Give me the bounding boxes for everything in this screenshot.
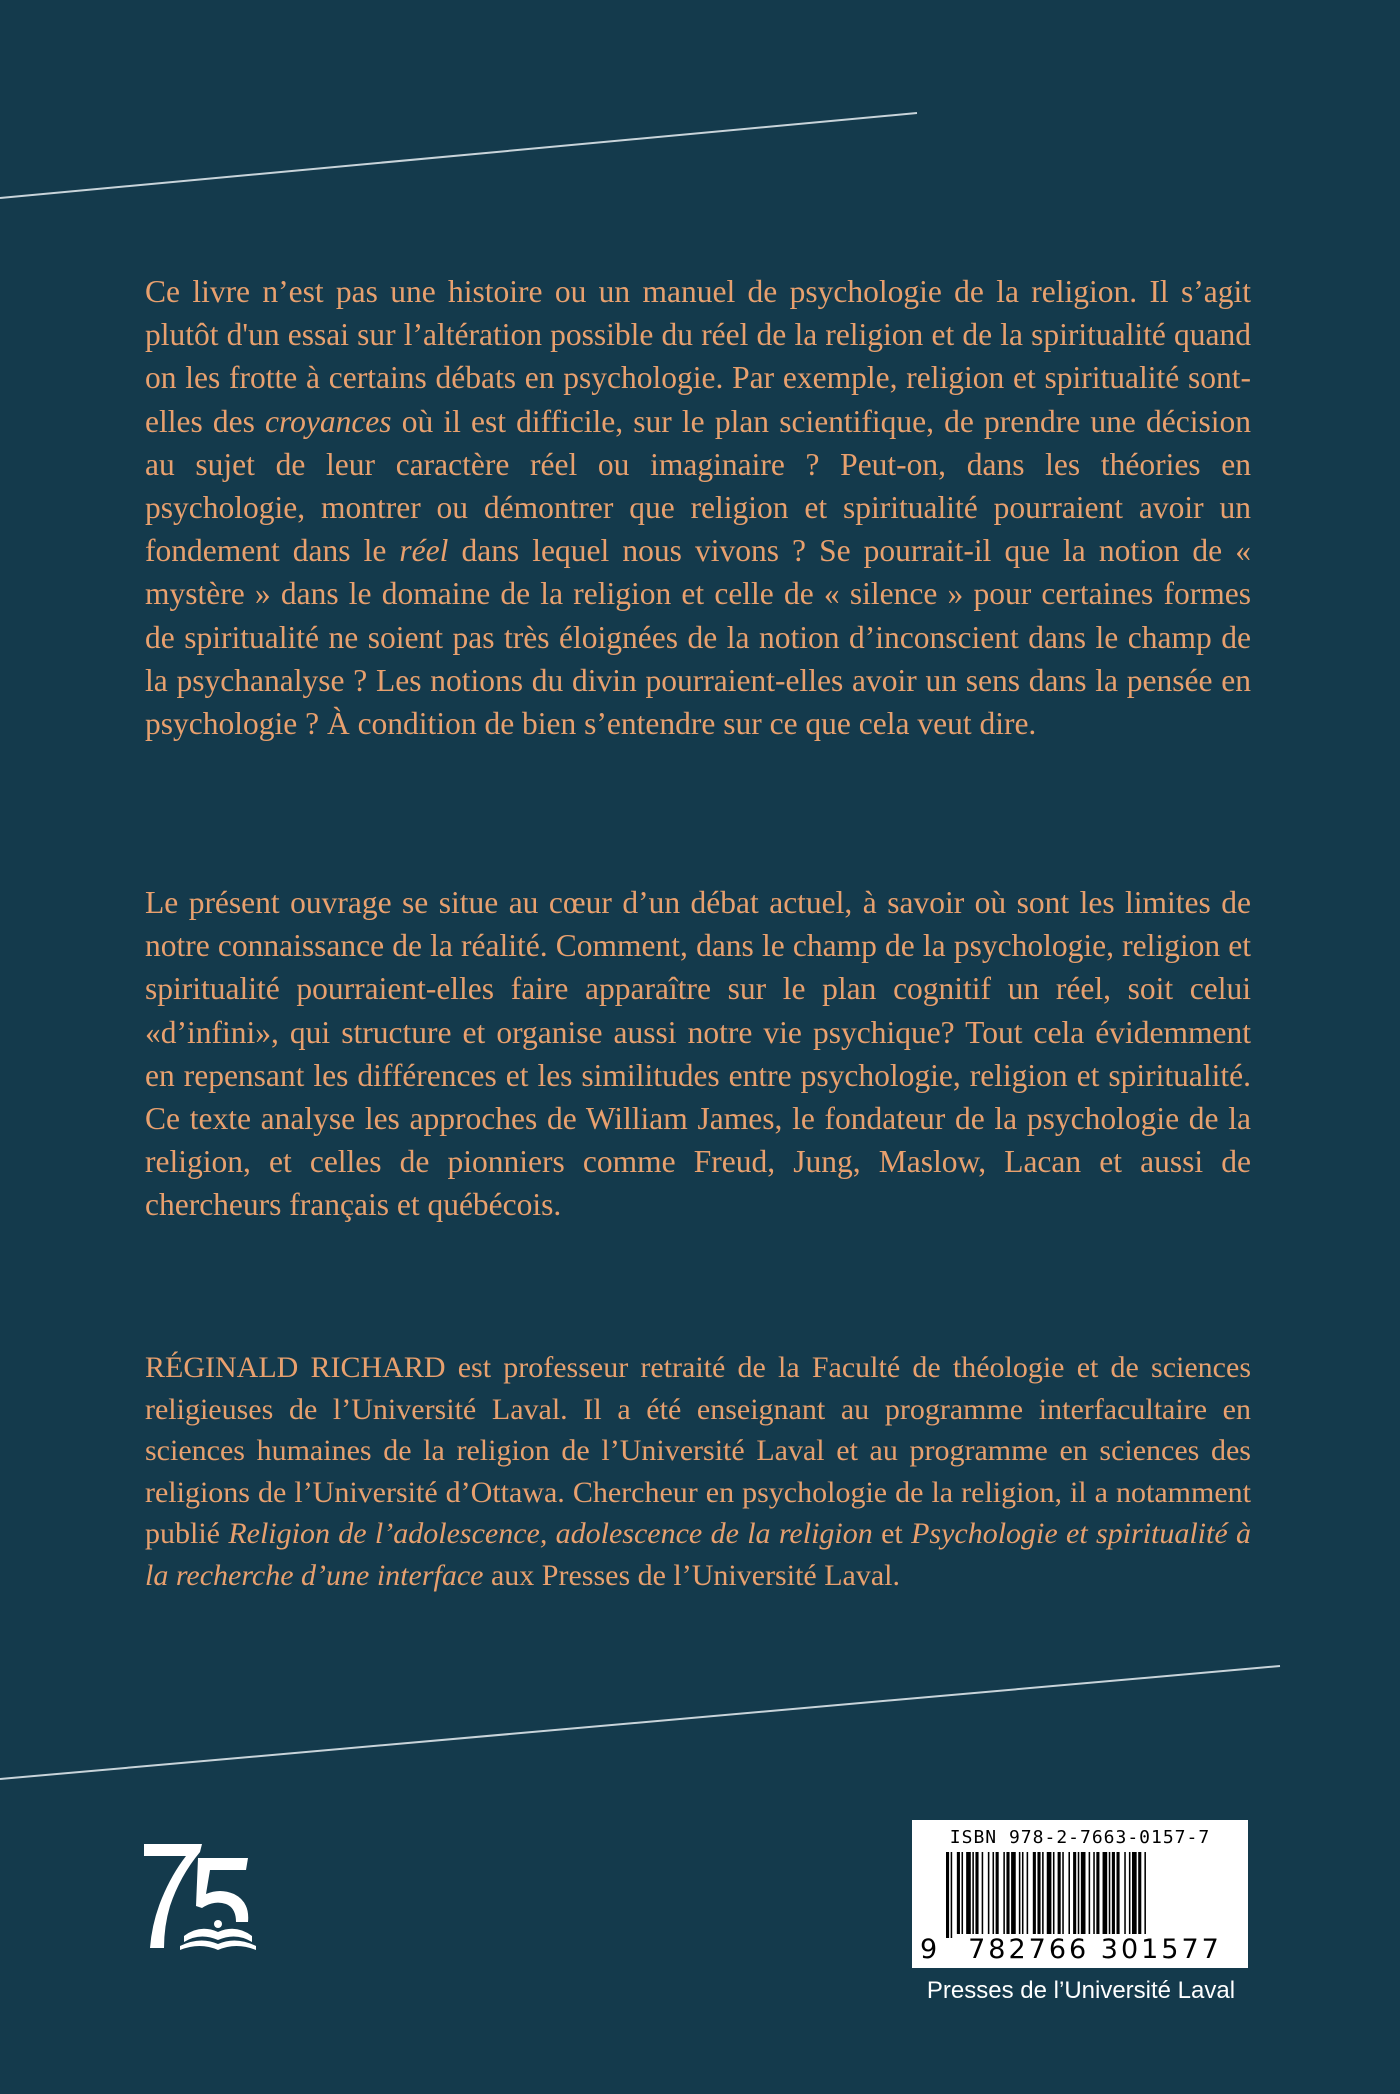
bio-text-1: RÉGINALD RICHARD est professeur retraité de la Faculté de théologie et de sciences religieuses de l’Université Laval. Il a été enseignant au programme interfacultaire en sciences humaines de la religion de l’Université Laval et au programme en sciences des religions de l’Université d’Ottawa. Chercheur en psychologie de la religion, il a notamment publié [145, 1351, 1251, 1550]
anniversary-75-logo [140, 1836, 258, 1956]
barcode-first-digit: 9 [920, 1934, 941, 1965]
barcode-bars [932, 1852, 1228, 1938]
open-book-icon [140, 1836, 258, 1956]
bio-book-title-2: Psychologie et spiritualité à la recherche d’une interface [145, 1517, 1251, 1592]
isbn-label: ISBN 978-2-7663-0157-7 [949, 1827, 1211, 1848]
para1-text-2: où il est difficile, sur le plan scientifique, de prendre une décision au sujet de leur caractère réel ou imaginaire ? Peut-on, dans les théories en psychologie, montrer ou démontrer que religion et spiritualité pourraient avoir un fondement dans le [145, 403, 1251, 569]
bio-text-3: aux Presses de l’Université Laval. [483, 1558, 901, 1592]
para1-emphasis-croyances: croyances [265, 403, 392, 439]
description-paragraph-1 [145, 270, 1251, 745]
author-bio [145, 1347, 1251, 1596]
barcode-digits [918, 1934, 1242, 1966]
publisher-name: Presses de l’Université Laval [926, 1977, 1236, 2004]
para1-text-1: Ce livre n’est pas une histoire ou un manuel de psychologie de la religion. Il s’agit plutôt d'un essai sur l’altération possible du réel de la religion et de la spiritualité quand on les frotte à certains débats en psychologie. Par exemple, religion et spiritualité sont-elles des [145, 274, 1251, 439]
bio-text-2: et [872, 1517, 912, 1550]
para2-text: Le présent ouvrage se situe au cœur d’un débat actuel, à savoir où sont les limites de notre connaissance de la réalité. Comment, dans le champ de la psychologie, religion et spiritualité pourraient-elles faire apparaître sur le plan cognitif un réel, soit celui «d’infini», qui structure et organise aussi notre vie psychique? Tout cela évidemment en repensant les différences et les similitudes entre psychologie, religion et spiritualité. Ce texte analyse les approches de William James, le fondateur de la psychologie de la religion, et celles de pionniers comme Freud, Jung, Maslow, Lacan et aussi de chercheurs français et québécois. [145, 885, 1251, 1223]
isbn-barcode [912, 1820, 1248, 1968]
para1-text-3: dans lequel nous vivons ? Se pourrait-il que la notion de « mystère » dans le domaine de la religion et celle de « silence » pour certaines formes de spiritualité ne soient pas très éloignées de la notion d’inconscient dans le champ de la psychanalyse ? Les notions du divin pourraient-elles avoir un sens dans la pensée en psychologie ? À condition de bien s’entendre sur ce que cela veut dire. [145, 533, 1251, 742]
barcode-remaining-digits: 782766 301577 [954, 1934, 1236, 1966]
para1-emphasis-reel: réel [399, 533, 449, 569]
description-paragraph-2 [145, 881, 1251, 1227]
bio-book-title-1: Religion de l’adolescence, adolescence de la religion [228, 1517, 873, 1550]
